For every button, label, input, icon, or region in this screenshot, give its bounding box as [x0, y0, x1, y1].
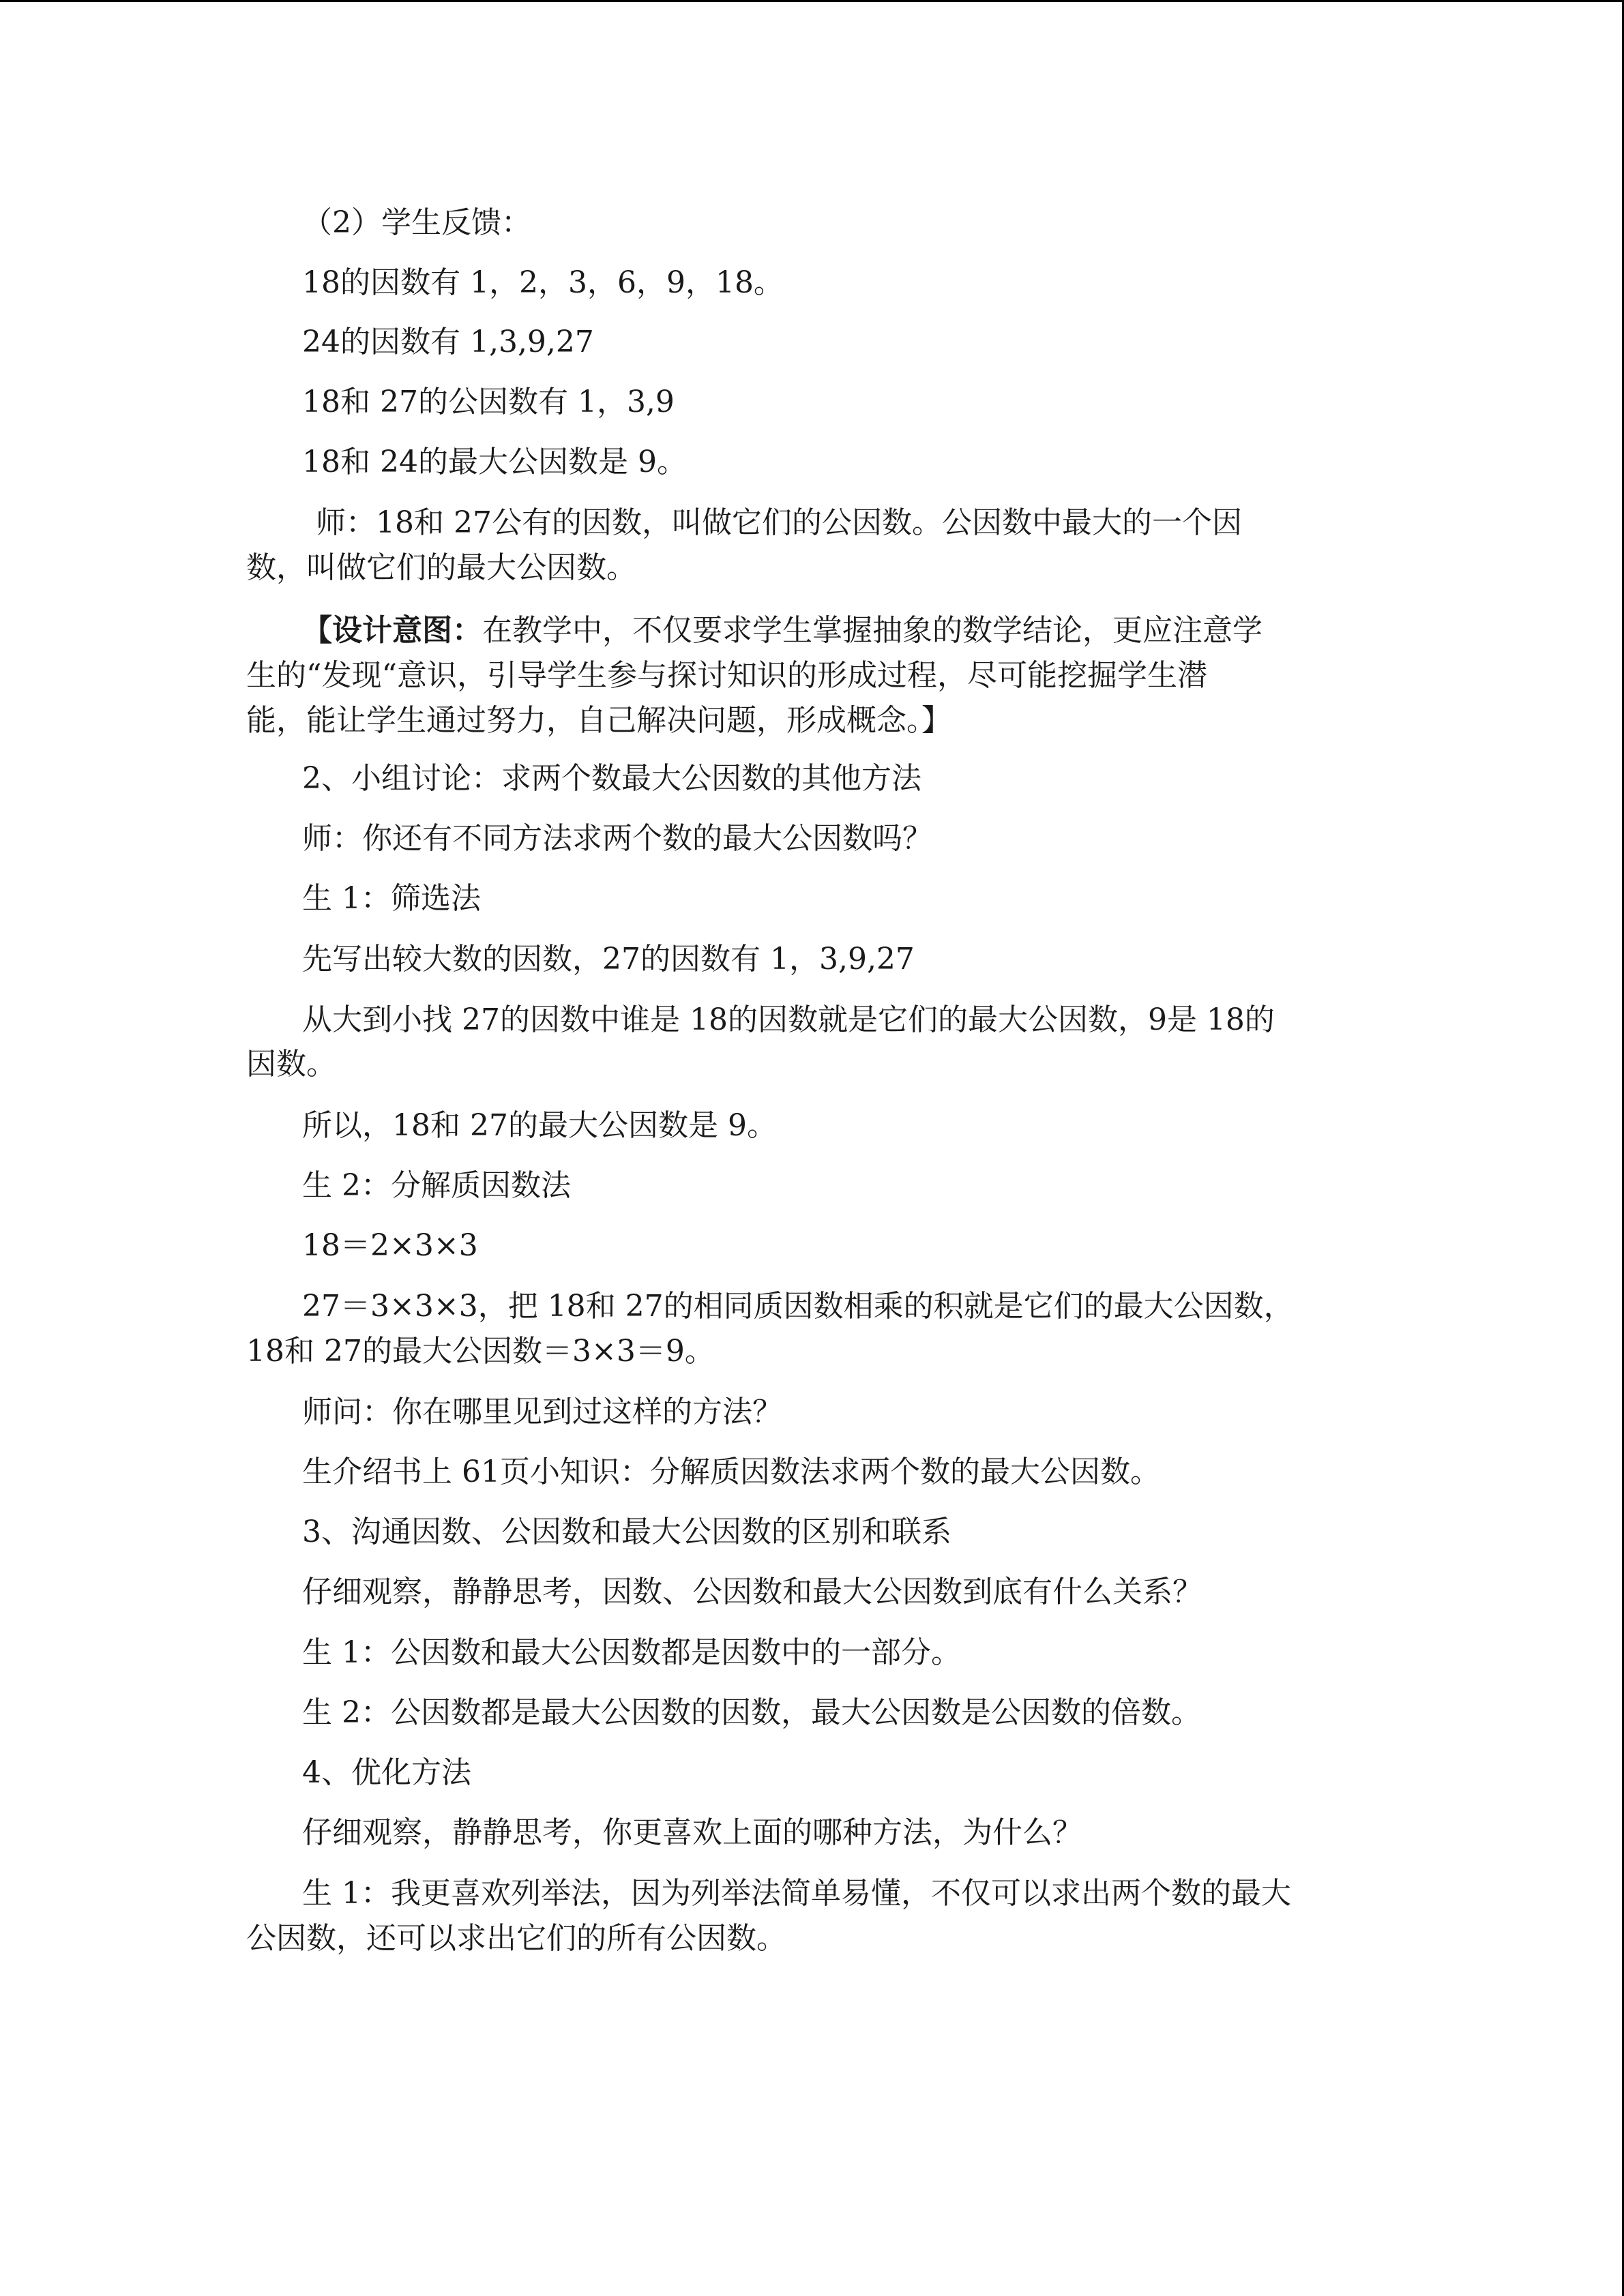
design-intent-line	[302, 611, 1263, 651]
text-line: 生 2：分解质因数法	[302, 1168, 571, 1203]
text-line: 能，能让学生通过努力，自己解决问题，形成概念。】	[246, 703, 951, 738]
design-intent-label: 【设计意图：	[302, 613, 482, 648]
text-line: 数，叫做它们的最大公因数。	[246, 550, 636, 585]
text-line: 仔细观察，静静思考，因数、公因数和最大公因数到底有什么关系？	[302, 1575, 1202, 1609]
text-line: 18和 27的最大公因数＝3×3＝9。	[246, 1334, 715, 1369]
text-line: 师：18和 27公有的因数，叫做它们的公因数。公因数中最大的一个因	[316, 505, 1242, 540]
text-line: 生 1：筛选法	[302, 881, 481, 916]
text-line: 生 1：我更喜欢列举法，因为列举法简单易懂，不仅可以求出两个数的最大	[302, 1876, 1291, 1911]
text-line: （2）学生反馈：	[302, 205, 531, 240]
text-line: 先写出较大数的因数，27的因数有 1，3,9,27	[302, 942, 915, 976]
text-line: 18和 27的公因数有 1，3,9	[302, 385, 675, 419]
design-intent-text: 在教学中，不仅要求学生掌握抽象的数学结论，更应注意学	[482, 613, 1263, 648]
section-heading: 2、小组讨论：求两个数最大公因数的其他方法	[302, 761, 921, 796]
text-line: 因数。	[246, 1047, 336, 1082]
text-line: 公因数，还可以求出它们的所有公因数。	[246, 1921, 786, 1956]
text-line: 从大到小找 27的因数中谁是 18的因数就是它们的最大公因数，9是 18的	[302, 1002, 1275, 1037]
text-line: 生介绍书上 61页小知识：分解质因数法求两个数的最大公因数。	[302, 1455, 1160, 1489]
text-line: 所以，18和 27的最大公因数是 9。	[302, 1108, 777, 1143]
text-line: 18的因数有 1，2，3，6，9，18。	[302, 265, 784, 300]
text-line: 师问：你在哪里见到过这样的方法？	[302, 1395, 782, 1429]
text-line: 生的“发现“意识，引导学生参与探讨知识的形成过程，尽可能挖掘学生潜	[246, 658, 1207, 693]
text-line: 仔细观察，静静思考，你更喜欢上面的哪种方法，为什么？	[302, 1815, 1082, 1850]
text-line: 27＝3×3×3，把 18和 27的相同质因数相乘的积就是它们的最大公因数，	[302, 1289, 1294, 1324]
text-line: 师：你还有不同方法求两个数的最大公因数吗？	[302, 821, 932, 856]
text-line: 生 1：公因数和最大公因数都是因数中的一部分。	[302, 1635, 961, 1670]
text-line: 18＝2×3×3	[302, 1228, 478, 1263]
section-heading: 3、沟通因数、公因数和最大公因数的区别和联系	[302, 1515, 951, 1549]
section-heading: 4、优化方法	[302, 1755, 471, 1790]
text-line: 24的因数有 1,3,9,27	[302, 325, 594, 359]
text-line: 18和 24的最大公因数是 9。	[302, 445, 687, 479]
text-line: 生 2：公因数都是最大公因数的因数，最大公因数是公因数的倍数。	[302, 1695, 1201, 1730]
